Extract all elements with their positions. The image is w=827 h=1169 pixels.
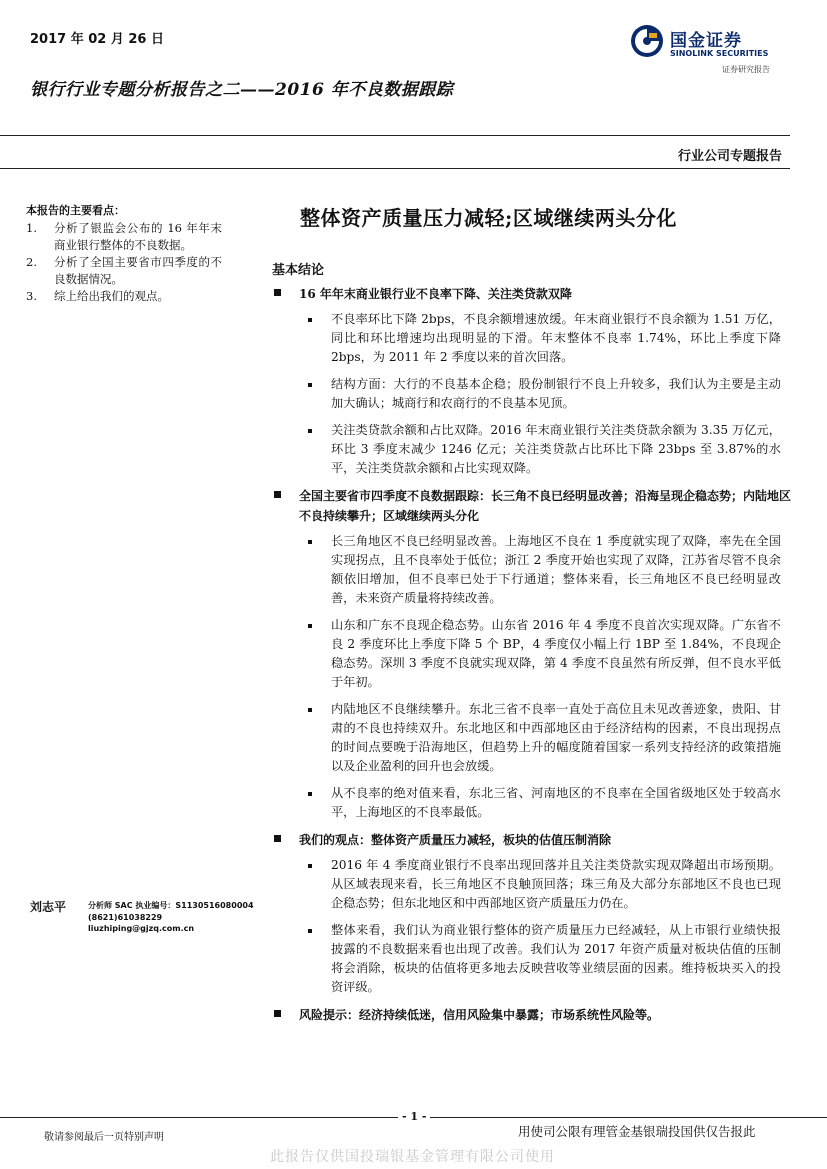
analyst-name: 刘志平 bbox=[30, 900, 67, 914]
bullet-text: 关注类贷款余额和占比双降。2016 年末商业银行关注类贷款余额为 3.35 万亿元，环比 3 季度末减少 1246 亿元；关注类贷款占比环比下降 23bps 至 3.87%的水平，关注类贷款余额和占比实现双降。 bbox=[331, 423, 781, 475]
bullet-text: 整体来看，我们认为商业银行整体的资产质量压力已经减轻，从上市银行业绩快报披露的不良数据来看也出现了改善。我们认为 2017 年资产质量对板块估值的压制将会消除，板块的估值将更多地去反映营收等业绩层面的因素。维持板块买入的投资评级。 bbox=[331, 923, 781, 994]
header-divider-top bbox=[0, 135, 790, 136]
sidebar-point-number: 1. bbox=[26, 221, 37, 235]
bullet-item bbox=[272, 616, 792, 692]
bullet-text: 长三角地区不良已经明显改善。上海地区不良在 1 季度就实现了双降，率先在全国实现拐点，且不良率处于低位；浙江 2 季度开始也实现了双降，江苏省尽管不良余额依旧增加，但不良率已处于下行通道；整体来看，长三角地区不良已经明显改善，未来资产质量将持续改善。 bbox=[331, 534, 781, 605]
bullet-item bbox=[272, 375, 792, 413]
bullet-item bbox=[272, 856, 792, 913]
sidebar-heading: 本报告的主要看点： bbox=[26, 204, 125, 217]
logo-name-en: SINOLINK SECURITIES bbox=[670, 49, 769, 58]
bullet-text: 不良率环比下降 2bps，不良余额增速放缓。年末商业银行不良余额为 1.51 万亿，同比和环比增速均出现明显的下滑。年末整体不良率 1.74%，环比上季度下降 2bps，为 2011 年 2 季度以来的首次回落。 bbox=[331, 312, 781, 364]
sidebar-point bbox=[26, 288, 226, 305]
sidebar-point bbox=[26, 254, 226, 288]
risk-warning-heading bbox=[272, 1005, 792, 1025]
square-bullet-icon bbox=[274, 289, 281, 296]
section-heading-text: 16 年年末商业银行业不良率下降、关注类贷款双降 bbox=[299, 287, 572, 301]
sinolink-logo-icon bbox=[630, 24, 664, 58]
logo-subtitle: 证券研究报告 bbox=[722, 65, 770, 74]
watermark: 此报告仅供国投瑞银基金管理有限公司使用 bbox=[270, 1149, 555, 1165]
square-bullet-icon bbox=[274, 835, 281, 842]
usage-note: 用使司公限有理管金基银瑞投国供仅告报此 bbox=[518, 1124, 756, 1139]
analyst-phone: (8621)61038229 bbox=[88, 912, 163, 922]
square-bullet-icon bbox=[274, 1010, 281, 1017]
bullet-text: 从不良率的绝对值来看，东北三省、河南地区的不良率在全国省级地区处于较高水平，上海地区的不良率最低。 bbox=[331, 786, 781, 819]
small-square-bullet-icon bbox=[308, 624, 312, 628]
bullet-text: 2016 年 4 季度商业银行不良率出现回落并且关注类贷款实现双降超出市场预期。从区域表现来看，长三角地区不良触顶回落；珠三角及大部分东部地区不良也已现企稳态势；但东北地区和中西部地区资产质量压力仍在。 bbox=[331, 858, 781, 910]
company-logo bbox=[630, 22, 800, 77]
section-heading bbox=[272, 830, 792, 850]
report-type-label: 行业公司专题报告 bbox=[677, 149, 782, 164]
small-square-bullet-icon bbox=[308, 864, 312, 868]
conclusions-body bbox=[272, 284, 792, 1031]
bullet-text: 结构方面：大行的不良基本企稳；股份制银行不良上升较多，我们认为主要是主动加大确认；城商行和农商行的不良基本见顶。 bbox=[331, 377, 781, 410]
bullet-item bbox=[272, 700, 792, 776]
section-title: 基本结论 bbox=[272, 263, 325, 278]
risk-warning-text: 风险提示：经济持续低迷，信用风险集中暴露；市场系统性风险等。 bbox=[299, 1008, 660, 1022]
section-heading-text: 我们的观点：整体资产质量压力减轻，板块的估值压制消除 bbox=[299, 833, 612, 847]
report-date: 2017 年 02 月 26 日 bbox=[30, 32, 164, 47]
section-heading bbox=[272, 486, 792, 526]
bullet-text: 山东和广东不良现企稳态势。山东省 2016 年 4 季度不良首次实现双降。广东省不良 2 季度环比上季度下降 5 个 BP，4 季度仅小幅上行 1BP 至 1.84%，不良现企稳态势。深圳 3 季度不良就实现双降，第 4 季度不良虽然有所反弹，但不良水平低于年初。 bbox=[331, 618, 781, 689]
page-number: - 1 - bbox=[398, 1110, 430, 1123]
bullet-item bbox=[272, 310, 792, 367]
small-square-bullet-icon bbox=[308, 383, 312, 387]
analyst-sac-number: 分析师 SAC 执业编号：S1130516080004 bbox=[88, 901, 254, 910]
small-square-bullet-icon bbox=[308, 429, 312, 433]
disclaimer-note: 敬请参阅最后一页特别声明 bbox=[44, 1132, 164, 1143]
sidebar-key-points bbox=[26, 220, 226, 305]
bullet-item bbox=[272, 784, 792, 822]
sidebar-point-number: 2. bbox=[26, 255, 37, 269]
small-square-bullet-icon bbox=[308, 540, 312, 544]
sidebar-point-text: 分析了全国主要省市四季度的不良数据情况。 bbox=[54, 255, 222, 286]
small-square-bullet-icon bbox=[308, 708, 312, 712]
sidebar-point-text: 分析了银监会公布的 16 年年末商业银行整体的不良数据。 bbox=[54, 221, 222, 252]
small-square-bullet-icon bbox=[308, 318, 312, 322]
sidebar-point bbox=[26, 220, 226, 254]
section-heading bbox=[272, 284, 792, 304]
bullet-item bbox=[272, 921, 792, 997]
analyst-email: liuzhiping@gjzq.com.cn bbox=[88, 924, 195, 933]
main-headline: 整体资产质量压力减轻;区域继续两头分化 bbox=[300, 206, 677, 230]
square-bullet-icon bbox=[274, 491, 281, 498]
small-square-bullet-icon bbox=[308, 929, 312, 933]
section-heading-text: 全国主要省市四季度不良数据跟踪：长三角不良已经明显改善；沿海呈现企稳态势；内陆地区不良持续攀升；区域继续两头分化 bbox=[299, 489, 792, 523]
bullet-item bbox=[272, 421, 792, 478]
bullet-item bbox=[272, 532, 792, 608]
report-series-title: 银行行业专题分析报告之二——2016 年不良数据跟踪 bbox=[30, 80, 454, 100]
logo-name-cn: 国金证券 bbox=[670, 31, 742, 51]
analyst-contact bbox=[88, 900, 254, 935]
small-square-bullet-icon bbox=[308, 792, 312, 796]
sidebar-point-text: 综上给出我们的观点。 bbox=[54, 289, 169, 303]
sidebar-point-number: 3. bbox=[26, 289, 37, 303]
bullet-text: 内陆地区不良继续攀升。东北三省不良率一直处于高位且未见改善迹象，贵阳、甘肃的不良也持续双升。东北地区和中西部地区由于经济结构的因素，不良出现拐点的时间点要晚于沿海地区，但趋势上升的幅度随着国家一系列支持经济的政策措施以及企业盈利的回升也会放缓。 bbox=[331, 702, 781, 773]
header-divider-bottom bbox=[0, 168, 790, 169]
